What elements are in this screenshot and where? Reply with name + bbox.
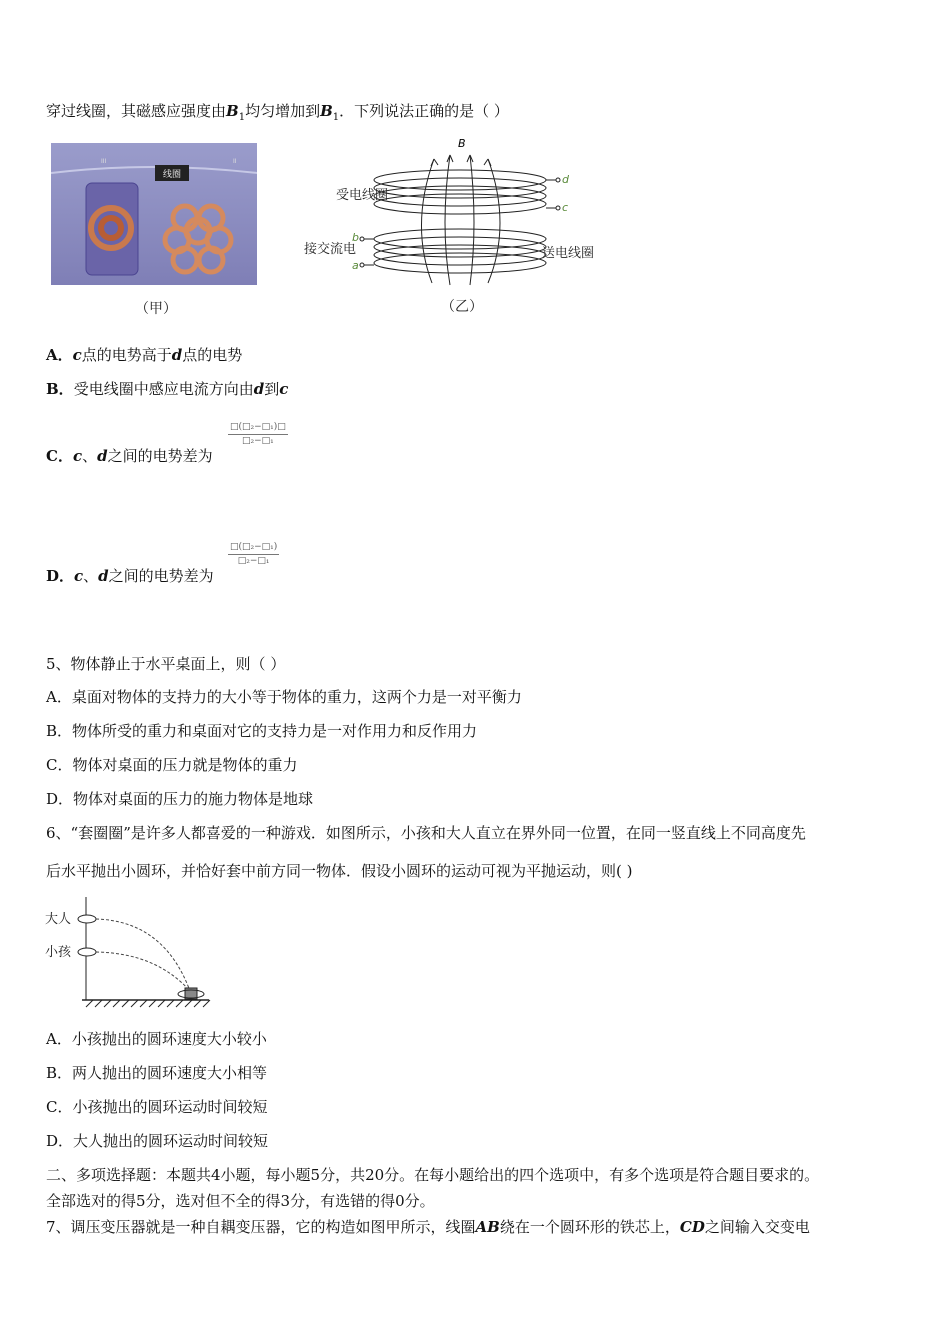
svg-text:a: a [352, 259, 359, 272]
q6-stem-line1: 6、“套圈圈”是许多人都喜爱的一种游戏．如图所示，小孩和大人直立在界外同一位置，在同一竖直线上不同高度先 [46, 824, 806, 842]
svg-text:送电线圈: 送电线圈 [542, 246, 595, 261]
caption-yi: （乙） [441, 299, 483, 315]
q4-option-c: C．c、d之间的电势差为 [46, 447, 213, 465]
q6-option-c: C．小孩抛出的圆环运动时间较短 [46, 1098, 268, 1116]
q4-option-d-formula: □(□₂−□₁) □₂−□₁ [230, 542, 278, 566]
section2-line1: 二、多项选择题：本题共4小题，每小题5分，共20分。在每小题给出的四个选项中，有多个选项是符合题目要求的。 [46, 1166, 820, 1184]
q7-stem: 7、调压变压器就是一种自耦变压器，它的构造如图甲所示，线圈AB绕在一个圆环形的铁芯上，CD之间输入交变电 [46, 1218, 810, 1236]
q5-option-c: C．物体对桌面的压力就是物体的重力 [46, 756, 298, 774]
q5-stem: 5、物体静止于水平桌面上，则（ ） [46, 655, 286, 673]
svg-text:小孩: 小孩 [45, 945, 72, 960]
svg-text:II: II [233, 158, 237, 165]
section2-line2: 全部选对的得5分，选对但不全的得3分，有选错的得0分。 [46, 1192, 435, 1210]
svg-text:大人: 大人 [45, 912, 72, 927]
q6-stem-line2: 后水平抛出小圆环，并恰好套中前方同一物体．假设小圆环的运动可视为平抛运动，则( ) [46, 862, 633, 880]
svg-text:c: c [562, 201, 569, 214]
svg-text:b: b [352, 231, 359, 244]
q4-option-c-formula: □(□₂−□₁)□ □₂−□₁ [230, 422, 286, 446]
q6-option-a: A．小孩抛出的圆环速度大小较小 [46, 1030, 267, 1048]
q4-option-b: B．受电线圈中感应电流方向由d到c [46, 380, 289, 398]
svg-text:B: B [458, 137, 466, 150]
figure-ring-toss [44, 893, 219, 1015]
q6-option-d: D．大人抛出的圆环运动时间较短 [46, 1132, 269, 1150]
svg-text:d: d [562, 173, 569, 186]
svg-text:III: III [101, 158, 107, 165]
intro-line: 穿过线圈，其磁感应强度由$B_1$均匀增加到$B_1$．下列说法正确的是（ ） [46, 102, 509, 123]
svg-text:线圈: 线圈 [162, 170, 182, 180]
q5-option-a: A．桌面对物体的支持力的大小等于物体的重力，这两个力是一对平衡力 [46, 688, 522, 706]
caption-jia: （甲） [135, 301, 177, 317]
q6-option-b: B．两人抛出的圆环速度大小相等 [46, 1064, 268, 1082]
figure-yi [300, 135, 610, 295]
q5-option-b: B．物体所受的重力和桌面对它的支持力是一对作用力和反作用力 [46, 722, 478, 740]
q4-option-a: A．c点的电势高于d点的电势 [46, 346, 243, 364]
q5-option-d: D．物体对桌面的压力的施力物体是地球 [46, 790, 314, 808]
figure-jia [51, 143, 257, 285]
svg-text:受电线圈: 受电线圈 [336, 188, 389, 203]
svg-text:接交流电: 接交流电 [304, 242, 357, 257]
q4-option-d: D．c、d之间的电势差为 [46, 567, 214, 585]
